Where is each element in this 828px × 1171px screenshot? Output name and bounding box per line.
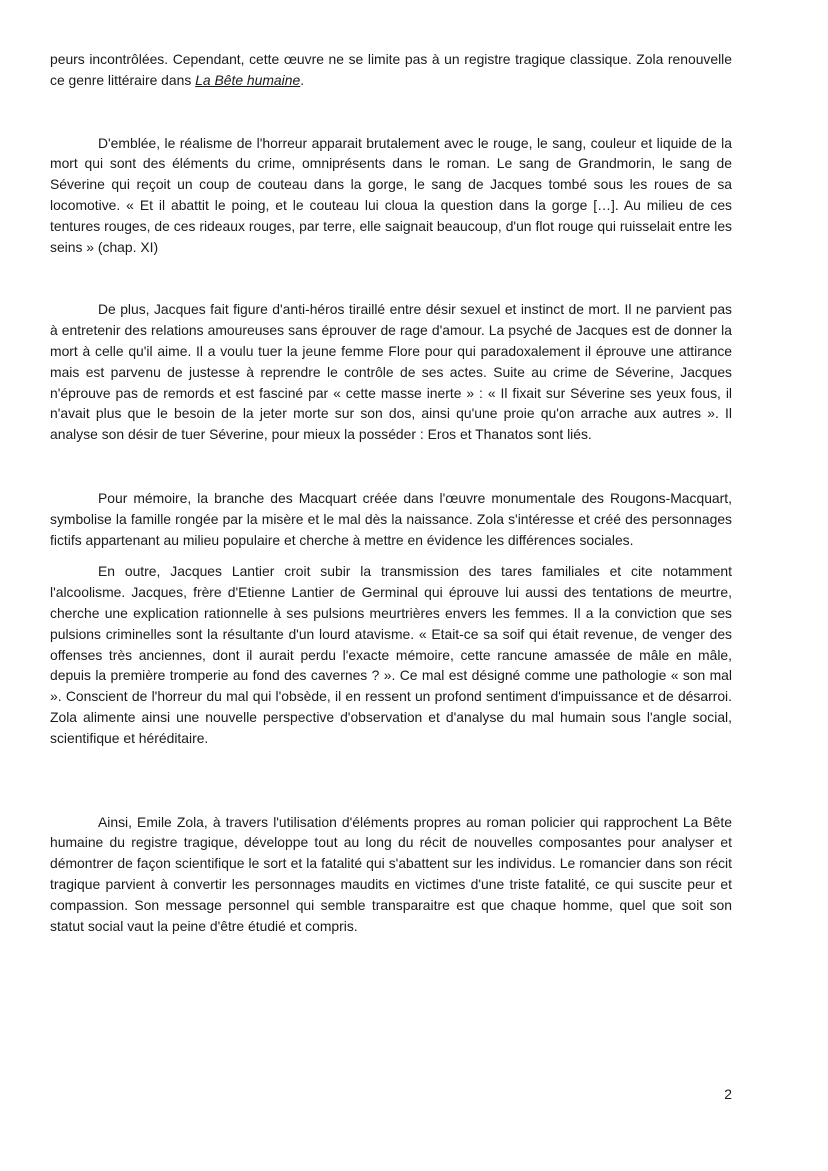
intro-paragraph [50,49,732,91]
paragraph-macquart-branch: Pour mémoire, la branche des Macquart créée dans l'œuvre monumentale des Rougons-Macquart, symbolise la famille rongée par la misère et le mal dès la naissance. Zola s'intéresse et créé des personnages fictifs appartenant au milieu populaire et cherche à mettre en évidence les différences sociales. [50,489,732,548]
page-number: 2 [724,1086,732,1102]
paragraph-conclusion: Ainsi, Emile Zola, à travers l'utilisation d'éléments propres au roman policier qui rapprochent La Bête humaine du registre tragique, développe tout au long du récit de nouvelles composantes pour analyser et démontrer de façon scientifique le sort et la fatalité qui s'abattent sur les individus. Le romancier dans son récit tragique parvient à convertir les personnages maudits en victimes d'une triste fatalité, ce qui suscite peur et compassion. Son message personnel qui semble transparaitre est que chaque homme, quel que soit son statut social vaut la peine d'être étudié et compris. [50,813,732,934]
intro-text: peurs incontrôlées. Cependant, cette œuvre ne se limite pas à un registre tragique classique. Zola renouvelle ce genre littéraire dans [50,51,732,88]
intro-end: . [300,71,305,88]
paragraph-realism-blood: D'emblée, le réalisme de l'horreur apparait brutalement avec le rouge, le sang, couleur et liquide de la mort qui sont des éléments du crime, omniprésents dans le roman. Le sang de Grandmorin, le sang de Séverine qui reçoit un coup de couteau dans la gorge, le sang de Jacques tombé sous les roues de sa locomotive. « Et il abattit le poing, et le couteau lui cloua la question dans la gorge […]. Au milieu de ces tentures rouges, de ces rideaux rouges, par terre, elle saignait beaucoup, d'un flot rouge qui ruisselait entre les seins » (chap. XI) [50,134,732,255]
paragraph-heredity: En outre, Jacques Lantier croit subir la transmission des tares familiales et cite notamment l'alcoolisme. Jacques, frère d'Etienne Lantier de Germinal qui éprouve lui aussi des tentations de meurtre, cherche une explication rationnelle à ses pulsions meurtrières envers les femmes. Il a la conviction que ses pulsions criminelles sont la résultante d'un lourd atavisme. « Etait-ce sa soif qui était revenue, de venger des offenses très anciennes, dont il aurait perdu l'exacte mémoire, cette rancune amassée de mâle en mâle, depuis la première tromperie au fond des cavernes ? ». Ce mal est désigné comme une pathologie « son mal ». Conscient de l'horreur du mal qui l'obsède, il en ressent un profond sentiment d'impuissance et de désarroi. Zola alimente ainsi une nouvelle perspective d'observation et d'analyse du mal humain sous l'angle social, scientifique et héréditaire. [50,563,732,746]
paragraph-anti-hero: De plus, Jacques fait figure d'anti-héros tiraillé entre désir sexuel et instinct de mort. Il ne parvient pas à entretenir des relations amoureuses sans éprouver de rage d'amour. La psyché de Jacques est de donner la mort à celle qu'il aime. Il a voulu tuer la jeune femme Flore pour qui paradoxalement il éprouve une attirance mais est parvenu de justesse à reprendre le contrôle de ses actes. Suite au crime de Séverine, Jacques n'éprouve pas de remords et est fasciné par « cette masse inerte » : « Il fixait sur Séverine ses yeux fous, il n'avait plus que le besoin de la jeter morte sur son dos, ainsi qu'une proie qu'on arrache aux autres ». Il analyse son désir de tuer Séverine, pour mieux la posséder : Eros et Thanatos sont liés. [50,301,732,443]
document-page [50,49,732,936]
book-title-reference: La Bête humaine [195,71,301,88]
